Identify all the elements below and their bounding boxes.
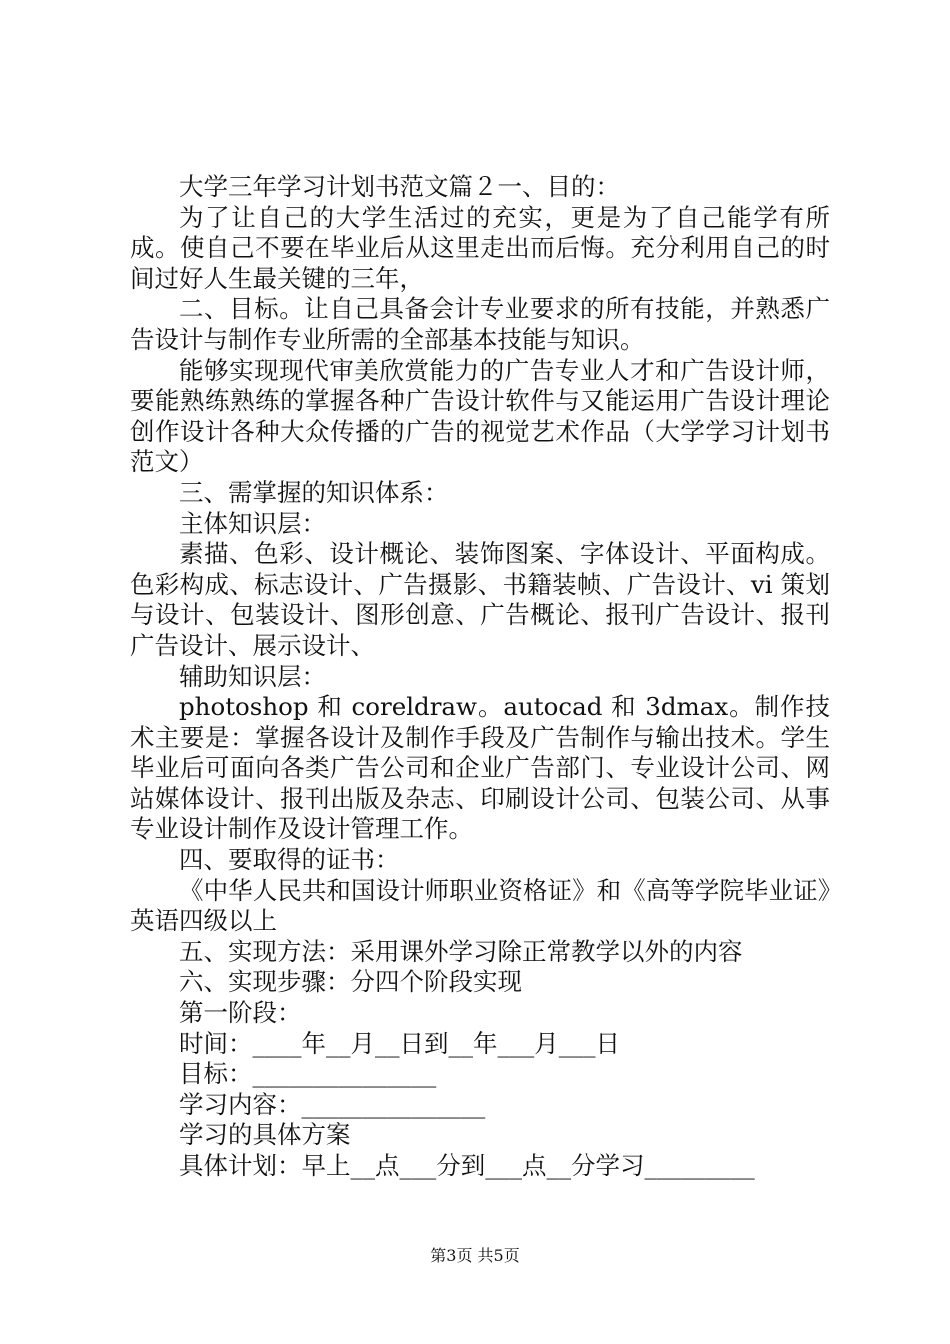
paragraph-goal-blank: 目标：_______________: [179, 1059, 437, 1089]
paragraph-schedule-blank: 具体计划：早上__点___分到___点__分学习_________: [179, 1151, 755, 1180]
paragraph-steps: 六、实现步骤：分四个阶段实现: [179, 967, 522, 997]
paragraph-knowledge-heading: 三、需掌握的知识体系：: [179, 477, 449, 507]
paragraph-time-blank: 时间：____年__月__日到__年___月___日: [179, 1028, 620, 1058]
paragraph-certificates: 《中华人民共和国设计师职业资格证》和《高等学院毕业证》英语四级以上: [130, 875, 830, 936]
body-text: [130, 172, 830, 1182]
paragraph-aux-knowledge: photoshop 和 coreldraw。autocad 和 3dmax。制作技术主要是：掌握各设计及制作手段及广告制作与输出技术。学生毕业后可面向各类广告公司和企业广告部门、专业设计公司、网站媒体设计、报刊出版及杂志、印刷设计公司、包装公司、从事专业设计制作及设计管理工作。: [130, 692, 830, 844]
paragraph-heading-goal: 大学三年学习计划书范文篇２一、目的：: [179, 172, 620, 201]
paragraph-main-knowledge: 素描、色彩、设计概论、装饰图案、字体设计、平面构成。色彩构成、标志设计、广告摄影、书籍装帧、广告设计、vi 策划与设计、包装设计、图形创意、广告概论、报刊广告设计、报刊广告设计、展示设计、: [130, 539, 830, 660]
paragraph-certificate-heading: 四、要取得的证书：: [179, 845, 400, 875]
page-number-footer: 第3页 共5页: [430, 1246, 520, 1265]
paragraph-stage-one: 第一阶段：: [179, 998, 302, 1028]
paragraph-aux-knowledge-label: 辅助知识层：: [179, 661, 326, 691]
paragraph-purpose: 为了让自己的大学生活过的充实，更是为了自己能学有所成。使自己不要在毕业后从这里走出而后悔。充分利用自己的时间过好人生最关键的三年，: [130, 202, 830, 293]
paragraph-method: 五、实现方法：采用课外学习除正常教学以外的内容: [179, 936, 743, 966]
paragraph-target: 二、目标。让自己具备会计专业要求的所有技能，并熟悉广告设计与制作专业所需的全部基本技能与知识。: [130, 294, 830, 354]
paragraph-content-blank: 学习内容：_______________: [179, 1089, 486, 1119]
paragraph-plan-heading: 学习的具体方案: [179, 1120, 351, 1150]
paragraph-ability: 能够实现现代审美欣赏能力的广告专业人才和广告设计师，要能熟练熟练的掌握各种广告设计软件与又能运用广告设计理论创作设计各种大众传播的广告的视觉艺术作品（大学学习计划书范文）: [130, 355, 830, 477]
paragraph-main-knowledge-label: 主体知识层：: [179, 508, 326, 538]
